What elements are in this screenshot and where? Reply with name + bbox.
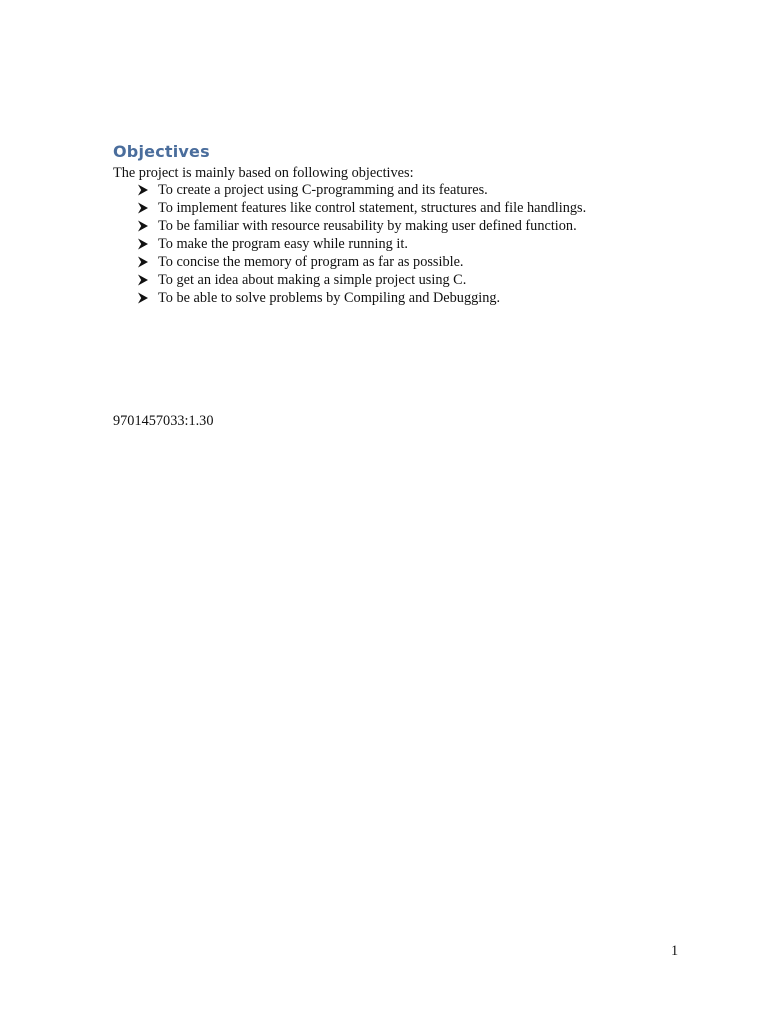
phone-note: 9701457033:1.30	[113, 413, 214, 429]
list-item-text: To be able to solve problems by Compiling and Debugging.	[158, 290, 501, 306]
section-heading: Objectives	[113, 142, 210, 161]
arrowhead-bullet-icon	[137, 292, 149, 304]
list-item	[137, 181, 586, 199]
list-item	[137, 235, 586, 253]
list-item-text: To make the program easy while running it.	[158, 236, 408, 252]
arrowhead-bullet-icon	[137, 274, 149, 286]
list-item	[137, 253, 586, 271]
list-item-text: To be familiar with resource reusability by making user defined function.	[158, 218, 577, 234]
list-item-text: To create a project using C-programming and its features.	[158, 182, 488, 198]
objectives-list	[137, 181, 586, 307]
list-item	[137, 289, 586, 307]
list-item	[137, 199, 586, 217]
list-item	[137, 271, 586, 289]
arrowhead-bullet-icon	[137, 202, 149, 214]
list-item	[137, 217, 586, 235]
page-number: 1	[671, 943, 679, 959]
list-item-text: To concise the memory of program as far as possible.	[158, 254, 464, 270]
list-item-text: To implement features like control statement, structures and file handlings.	[158, 200, 587, 216]
arrowhead-bullet-icon	[137, 220, 149, 232]
arrowhead-bullet-icon	[137, 238, 149, 250]
arrowhead-bullet-icon	[137, 256, 149, 268]
intro-paragraph: The project is mainly based on following objectives:	[113, 165, 414, 181]
list-item-text: To get an idea about making a simple project using C.	[158, 272, 467, 288]
arrowhead-bullet-icon	[137, 184, 149, 196]
